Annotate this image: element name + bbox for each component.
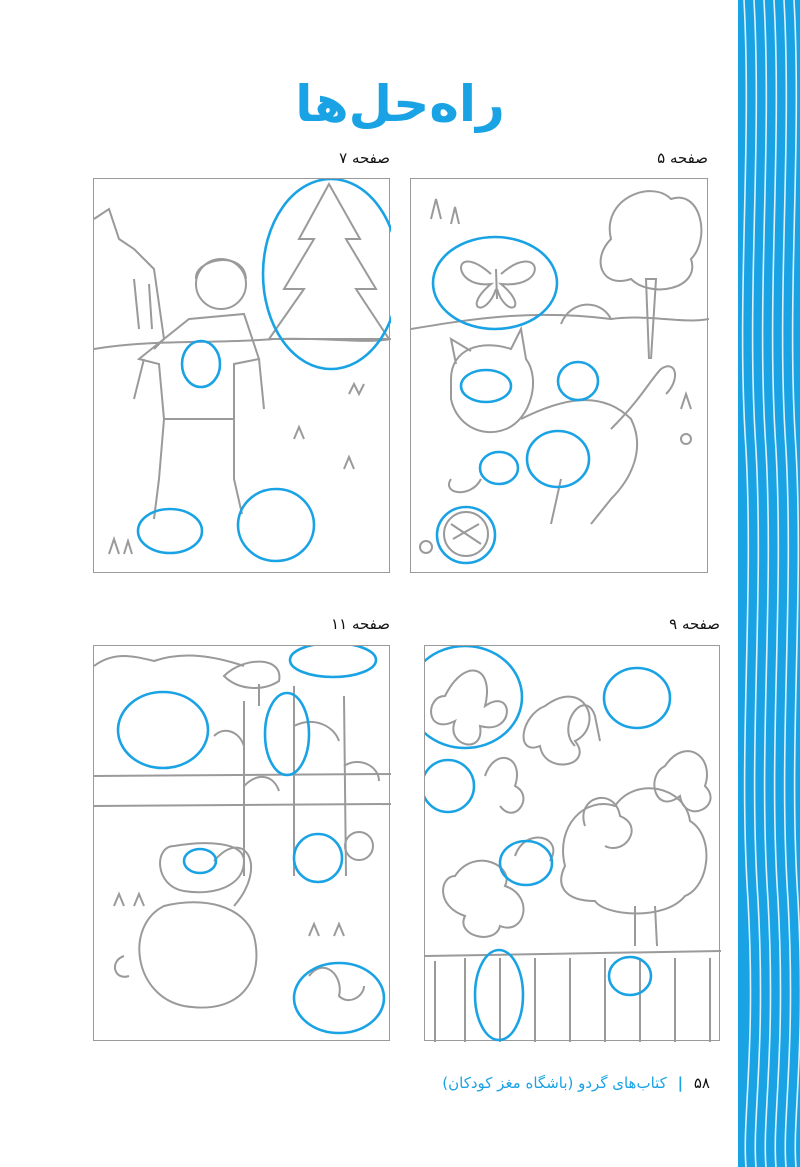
- page-footer: [420, 1070, 710, 1096]
- panel-label-page-11: صفحه ۱۱: [331, 615, 390, 633]
- puzzle-panel-page-7: [93, 178, 390, 573]
- page-title: راه‌حل‌ها: [295, 75, 505, 133]
- puzzle-panel-page-5: [410, 178, 708, 573]
- panel-label-page-7: صفحه ۷: [339, 149, 390, 167]
- highlight-circles: [138, 179, 391, 561]
- book-series-name: کتاب‌های گردو (باشگاه مغز کودکان): [442, 1074, 667, 1092]
- kitten-scene-illustration: [411, 179, 709, 574]
- boy-scene-illustration: [94, 179, 391, 574]
- rabbit-scene-illustration: [94, 646, 391, 1042]
- footer-separator: |: [677, 1074, 684, 1092]
- panel-label-page-9: صفحه ۹: [669, 615, 720, 633]
- panel-label-page-5: صفحه ۵: [657, 149, 708, 167]
- butterflies-scene-illustration: [425, 646, 721, 1042]
- page-number: ۵۸: [693, 1074, 710, 1092]
- puzzle-panel-page-9: [424, 645, 720, 1041]
- puzzle-panel-page-11: [93, 645, 390, 1041]
- side-decorative-band: [738, 0, 800, 1167]
- wave-lines-pattern: [738, 0, 800, 1167]
